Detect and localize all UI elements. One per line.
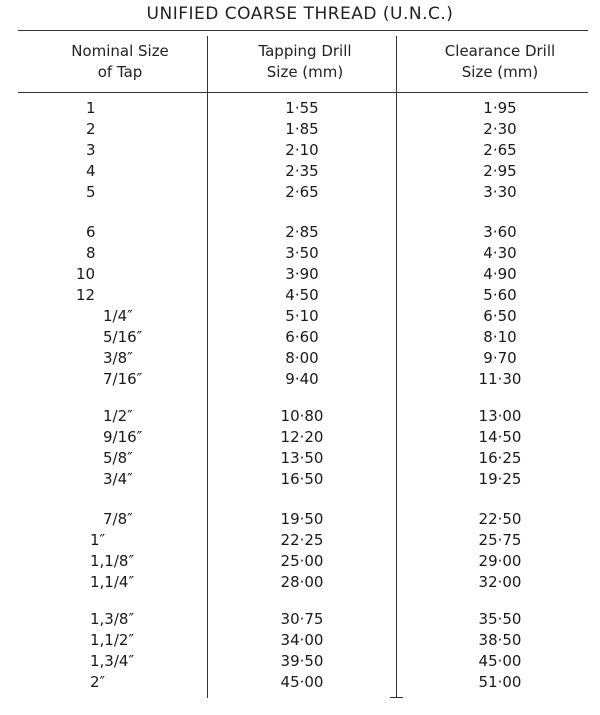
tapping-drill-cell-value: 1·85 (285, 120, 319, 138)
clearance-drill-cell-value: 11·30 (478, 370, 522, 388)
nominal-size-cell: 1,3/4″ (90, 652, 135, 670)
clearance-drill-cell-value: 14·50 (478, 428, 522, 446)
nominal-size-cell: 4 (86, 162, 96, 180)
clearance-drill-cell-value: 16·25 (478, 449, 522, 467)
tapping-drill-cell-value: 22·25 (280, 531, 324, 549)
nominal-size-cell: 1 (86, 99, 96, 117)
tapping-drill-cell-value: 13·50 (280, 449, 324, 467)
column-divider-2 (396, 36, 397, 698)
clearance-drill-cell-value: 45·00 (478, 652, 522, 670)
nominal-size-cell: 6 (86, 223, 96, 241)
tapping-drill-cell-value: 10·80 (280, 407, 324, 425)
clearance-drill-cell-value: 29·00 (478, 552, 522, 570)
clearance-drill-cell-value: 35·50 (478, 610, 522, 628)
header-col-clearance-drill (410, 41, 590, 83)
clearance-drill-cell-value: 3·30 (483, 183, 517, 201)
nominal-size-cell: 9/16″ (103, 428, 143, 446)
nominal-size-cell: 1,1/2″ (90, 631, 135, 649)
clearance-drill-cell-value: 3·60 (483, 223, 517, 241)
header-col-tapping-drill-line2: Size (mm) (266, 63, 344, 81)
tapping-drill-cell-value: 45·00 (280, 673, 324, 691)
tapping-drill-cell-value: 34·00 (280, 631, 324, 649)
nominal-size-cell: 8 (86, 244, 96, 262)
nominal-size-cell: 5 (86, 183, 96, 201)
nominal-size-cell: 5/16″ (103, 328, 143, 346)
clearance-drill-cell-value: 19·25 (478, 470, 522, 488)
tapping-drill-cell-value: 2·35 (285, 162, 319, 180)
nominal-size-cell: 3/8″ (103, 349, 133, 367)
tapping-drill-cell-value: 3·50 (285, 244, 319, 262)
header-col-tapping-drill-line1: Tapping Drill (258, 42, 352, 60)
nominal-size-cell: 1/4″ (103, 307, 133, 325)
clearance-drill-cell-value: 5·60 (483, 286, 517, 304)
tapping-drill-cell-value: 39·50 (280, 652, 324, 670)
tapping-drill-cell-value: 2·10 (285, 141, 319, 159)
tapping-drill-cell-value: 9·40 (285, 370, 319, 388)
header-underline (18, 92, 588, 93)
title-underline (18, 30, 588, 31)
nominal-size-cell: 7/16″ (103, 370, 143, 388)
clearance-drill-cell-value: 2·30 (483, 120, 517, 138)
column-divider-1 (207, 36, 208, 698)
nominal-size-cell: 10 (76, 265, 96, 283)
clearance-drill-cell-value: 2·95 (483, 162, 517, 180)
nominal-size-cell: 1/2″ (103, 407, 133, 425)
nominal-size-cell: 1,1/4″ (90, 573, 135, 591)
clearance-drill-cell-value: 1·95 (483, 99, 517, 117)
tapping-drill-cell-value: 2·65 (285, 183, 319, 201)
tapping-drill-cell-value: 6·60 (285, 328, 319, 346)
nominal-size-cell: 1,3/8″ (90, 610, 135, 628)
tapping-drill-cell-value: 5·10 (285, 307, 319, 325)
tapping-drill-cell-value: 3·90 (285, 265, 319, 283)
nominal-size-cell: 1,1/8″ (90, 552, 135, 570)
nominal-size-cell: 2″ (90, 673, 106, 691)
nominal-size-cell: 3 (86, 141, 96, 159)
clearance-drill-cell-value: 38·50 (478, 631, 522, 649)
tapping-drill-cell-value: 2·85 (285, 223, 319, 241)
tapping-drill-cell-value: 4·50 (285, 286, 319, 304)
clearance-drill-cell-value: 6·50 (483, 307, 517, 325)
tapping-drill-cell-value: 19·50 (280, 510, 324, 528)
clearance-drill-cell-value: 32·00 (478, 573, 522, 591)
clearance-drill-cell-value: 4·90 (483, 265, 517, 283)
tapping-drill-cell-value: 30·75 (280, 610, 324, 628)
table-title: UNIFIED COARSE THREAD (U.N.C.) (146, 4, 454, 24)
clearance-drill-cell-value: 2·65 (483, 141, 517, 159)
clearance-drill-cell-value: 4·30 (483, 244, 517, 262)
nominal-size-cell: 7/8″ (103, 510, 133, 528)
nominal-size-cell: 3/4″ (103, 470, 133, 488)
clearance-drill-cell-value: 13·00 (478, 407, 522, 425)
tapping-drill-cell-value: 16·50 (280, 470, 324, 488)
clearance-drill-cell-value: 9·70 (483, 349, 517, 367)
tapping-drill-cell-value: 25·00 (280, 552, 324, 570)
clearance-drill-cell-value: 22·50 (478, 510, 522, 528)
clearance-drill-cell-value: 25·75 (478, 531, 522, 549)
tapping-drill-cell-value: 28·00 (280, 573, 324, 591)
column-divider-2-foot (390, 697, 403, 698)
clearance-drill-cell-value: 8·10 (483, 328, 517, 346)
nominal-size-cell: 1″ (90, 531, 106, 549)
tapping-drill-cell-value: 12·20 (280, 428, 324, 446)
clearance-drill-cell-value: 51·00 (478, 673, 522, 691)
tapping-drill-cell-value: 1·55 (285, 99, 319, 117)
header-col-tapping-drill (220, 41, 390, 83)
nominal-size-cell: 12 (76, 286, 96, 304)
tapping-drill-cell-value: 8·00 (285, 349, 319, 367)
header-col-nominal-size (40, 41, 200, 83)
nominal-size-cell: 5/8″ (103, 449, 133, 467)
header-col-nominal-size-line1: Nominal Size (71, 42, 169, 60)
header-col-nominal-size-line2: of Tap (97, 63, 143, 81)
nominal-size-cell: 2 (86, 120, 96, 138)
header-col-clearance-drill-line2: Size (mm) (461, 63, 539, 81)
header-col-clearance-drill-line1: Clearance Drill (444, 42, 556, 60)
